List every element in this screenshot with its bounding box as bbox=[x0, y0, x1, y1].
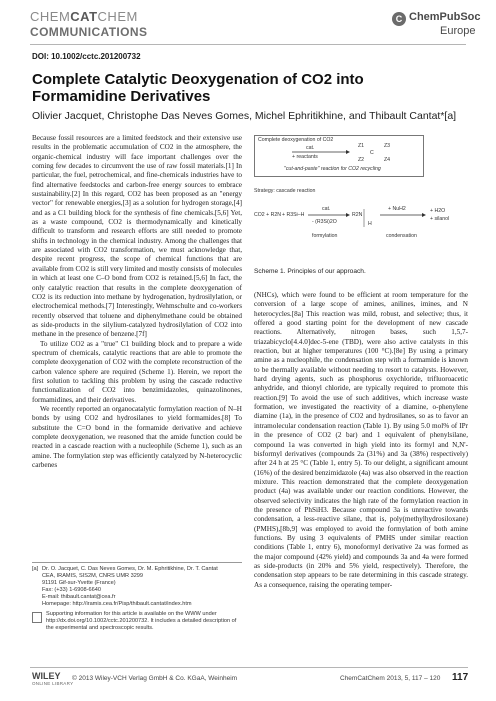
scheme-formamide-h: H bbox=[368, 221, 372, 227]
wiley-logo: WILEY ONLINE LIBRARY bbox=[32, 671, 74, 686]
scheme-arrows bbox=[254, 133, 464, 279]
scheme-silanol: + silanol bbox=[430, 216, 450, 222]
affiliation-footnote bbox=[32, 562, 242, 633]
footnote-email[interactable]: E-mail: thibault.cantat@cea.fr bbox=[42, 594, 116, 601]
scheme-z4: Z4 bbox=[384, 157, 391, 163]
footnote-line: CEA, IRAMIS, SIS2M, CNRS UMR 3299 bbox=[42, 572, 144, 579]
footnote-line: Fax: (+33) 1-6908-6640 bbox=[42, 586, 101, 593]
left-column bbox=[32, 134, 242, 470]
supporting-info-text[interactable]: Supporting information for this article is available on the WWW under http://dx.doi.org/10.1002/cctc.201200732. It includes a detailed description of the experimental and spectroscopic results. bbox=[46, 611, 237, 632]
paragraph: Because fossil resources are a limited feedstock and their extensive use results in the problematic accumulation of CO2 in the atmosphere, the organic-chemical industry will face important challenges over the coming few decades to circumvent the use of raw fossil materials.[1] In particular, the fuel, petrochemical, and fine-chemicals industries have to find alternative feedstocks and carbon-free energy sources to embrace sustainability.[2] In this regard, CO2 has been proposed as an "energy vector" for renewable energies,[3] as a solution for hydrogen storage,[4] and as a C1 building block for the synthesis of fine chemicals.[5,6] Yet, as a waste compound, CO2 is thermodynamically and kinetically difficult to transform and research efforts are still needed to promote shifts in technology in the chemical industry. Among the challenges that are associated with CO2 transformation, we must acknowledge that, despite recent progress, the scope of chemical functions that are available from CO2 is still very limited and mostly consists of molecules in which at least one C–O bond from CO2 is retained.[5,6] In fact, the only catalytic reaction that results in the complete deoxygenation of CO2 is its reduction into methane by hydrogenation, hydrosilylation, or electrochemical methods.[7] Interestingly, Wehmschulte and co-workers recently observed that toluene and diphenylmethane could be obtained as side-products in the silylium-catalyzed hydrosilylation of CO2 into methane in the presence of benzene.[7f] bbox=[32, 134, 242, 339]
article-authors: Olivier Jacquet, Christophe Das Neves Gomes, Michel Ephritikhine, and Thibault Cantat*[a] bbox=[32, 110, 457, 122]
scheme-cat-label: cat. bbox=[306, 145, 315, 151]
scheme-box-title: Complete deoxygenation of CO2 bbox=[258, 137, 334, 143]
scheme-condensation-label: condensation bbox=[386, 233, 417, 239]
logo-text-line2: Europe bbox=[440, 25, 476, 37]
footnote-line: 91191 Gif-sur-Yvette (France) bbox=[42, 579, 116, 586]
logo-text-line1: ChemPubSoc bbox=[409, 11, 481, 23]
header-divider bbox=[30, 44, 466, 45]
scheme-reactants-label: + reactants bbox=[292, 154, 318, 160]
scheme-caption: Scheme 1. Principles of our approach. bbox=[254, 268, 366, 275]
right-column bbox=[254, 291, 468, 590]
scheme-formamide-amine: R2N bbox=[352, 212, 363, 218]
scheme-cat-label-2: cat. bbox=[322, 206, 331, 212]
scheme-z3: Z3 bbox=[384, 143, 391, 149]
scheme-silane: + R3Si–H bbox=[282, 212, 305, 218]
document-icon bbox=[32, 612, 42, 623]
page-number: 117 bbox=[452, 672, 469, 683]
scheme-box-footer: "cut-and-paste" reaction for CO2 recycling bbox=[284, 166, 381, 172]
footnote-homepage[interactable]: Homepage: http://iramis.cea.fr/Pisp/thibault.cantat/index.htm bbox=[42, 601, 192, 608]
publisher-logo bbox=[392, 10, 488, 40]
scheme-figure bbox=[254, 133, 464, 279]
scheme-carbon: C bbox=[370, 150, 374, 156]
footer-divider bbox=[30, 667, 468, 668]
paragraph: (NHCs), which were found to be efficient at room temperature for the conversion of a large scope of amines, anilines, imines, and N heterocycles.[8a] This reaction was mild, robust, and selective; thus, it offered a good starting point for the development of new cascade reactions. Alternatively, nitrogen bases, such 1,5,7-triazabicyclo[4.4.0]dec-5-ene (TBD), were also active catalysts in this reaction, but at higher temperatures (100 °C).[8e] By using a primary amine as a nucleophile, the condensation step with a formamide is known to be thermally available without needing to resort to catalysts. However, hard drying agents, such as phosphorus oxychloride, trifluoroacetic anhydride, and thionyl chloride, are typically required to promote this reaction.[9] To avoid the use of such additives, which increase waste formation, we investigated the reactivity of a diamine, o-phenylene diamine (1a), in the presence of CO2 and hydrosilanes, so as to favor an intramolecular condensation reaction (Table 1). By using 5.0 mol% of IPr in the presence of CO2 (2 bar) and 1 equivalent of phenylsilane, compound 1a was converted in high yield into its formyl and N,N'-bisformyl derivatives (compounds 2a (31%) and 3a (38%) respectively) after 24 h at 25 °C (Table 1, entry 5). To our delight, a significant amount (16%) of the desired benzimidazole (4a) was also observed in the reaction mixture. This reaction demonstrated that the complete deoxygenation product (4a) was available under our reaction conditions. However, the observed selectivity indicates the high rate of the formylation reaction in the presence of PhSiH3. Because compound 3a is unreactive towards condensation, a less-reactive silane, that is, poly(methylhydrosiloxane) (PMHS),[8b,9] was employed to avoid the formylation of both amine functions. By using 3 equivalents of PMHS under similar reaction conditions (Table 1, entry 6), monoformyl derivative 2a was formed as the major compound (42% yield) and compounds 3a and 4a were formed as side-products (in 20% and 5% yield, respectively). Therefore, the condensation step appears to be rate determining in this cascade strategy. As a consequence, raising the operating temper- bbox=[254, 291, 468, 589]
citation: ChemCatChem 2013, 5, 117 – 120 bbox=[340, 675, 441, 682]
copyright: © 2013 Wiley-VCH Verlag GmbH & Co. KGaA, Weinheim bbox=[72, 675, 238, 682]
footnote-divider bbox=[32, 562, 242, 563]
section-label: COMMUNICATIONS bbox=[30, 25, 148, 39]
scheme-water: + H2O bbox=[430, 208, 446, 214]
article-title: Complete Catalytic Deoxygenation of CO2 into Formamidine Derivatives bbox=[32, 71, 364, 105]
scheme-nucleophile: + NuH2 bbox=[388, 206, 406, 212]
logo-mark-icon: C bbox=[392, 12, 406, 26]
paragraph: We recently reported an organocatalytic formylation reaction of N–H bonds by using CO2 and hydrosilanes to yield formamides.[8] To substitute the C=O bond in the formamide derivative and achieve complete deoxygenation, we reasoned that the amide function could be reacted in a cascade reaction with a nucleophile (Scheme 1), such as an amine. The formylation step was efficiently catalyzed by N-heterocyclic carbenes bbox=[32, 404, 242, 470]
supporting-info bbox=[32, 611, 242, 632]
scheme-siloxane: - (R3Si)2O bbox=[312, 219, 337, 225]
footnote-marker: [a] bbox=[32, 565, 39, 572]
doi[interactable]: DOI: 10.1002/cctc.201200732 bbox=[32, 52, 141, 61]
scheme-co2-amine: CO2 + R2N bbox=[254, 212, 281, 218]
journal-name: CHEMCATCHEM bbox=[30, 9, 138, 24]
scheme-z1: Z1 bbox=[358, 143, 365, 149]
paragraph: To utilize CO2 as a "true" C1 building block and to prepare a wide spectrum of chemicals, catalytic reactions that are able to promote the complete deoxygenation of CO2 with the complete reconstruction of the carbon valence sphere are required (Scheme 1). Herein, we report the first solution to tackling this problem by using the cascade reductive functionalization of CO2 into benzimidazoles, quinazolinones, formamidines, and their derivatives. bbox=[32, 339, 242, 404]
scheme-z2: Z2 bbox=[358, 157, 365, 163]
footnote-line: Dr. O. Jacquet, C. Das Neves Gomes, Dr. M. Ephritikhine, Dr. T. Cantat bbox=[42, 565, 218, 572]
scheme-formylation-label: formylation bbox=[312, 233, 338, 239]
scheme-strategy-label: Strategy: cascade reaction bbox=[254, 188, 316, 194]
